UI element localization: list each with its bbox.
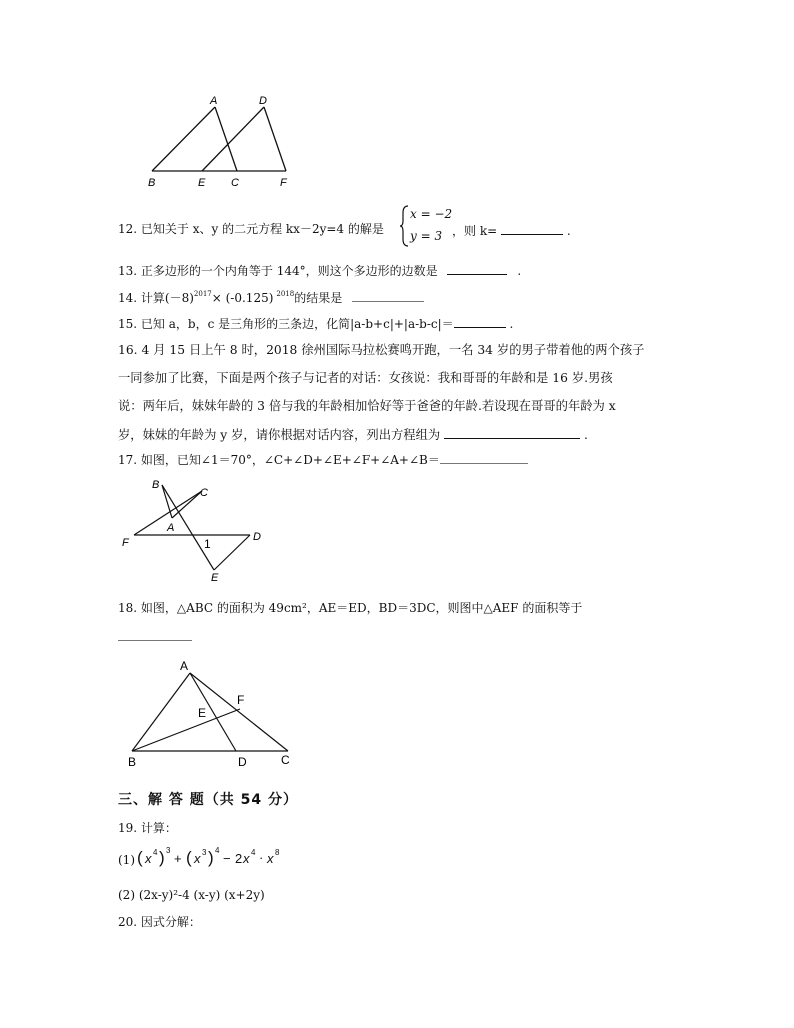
question-19-part-2 bbox=[118, 887, 265, 903]
question-text: 因式分解： bbox=[140, 915, 201, 929]
figure-angles bbox=[118, 474, 278, 586]
label-c: C bbox=[231, 177, 239, 189]
svg-text:−: − bbox=[223, 851, 231, 866]
answer-blank[interactable] bbox=[454, 314, 506, 328]
svg-text:x: x bbox=[243, 851, 250, 866]
svg-text:4: 4 bbox=[215, 846, 220, 855]
part-label: (2) bbox=[118, 888, 135, 902]
question-text-tail: ，则 k= bbox=[452, 224, 498, 238]
question-16-line-2: 一同参加了比赛，下面是两个孩子与记者的对话：女孩说：我和哥哥的年龄和是 16 岁.男孩 bbox=[118, 371, 613, 385]
question-16-line-4 bbox=[118, 425, 588, 443]
svg-text:): ) bbox=[159, 848, 165, 867]
question-12-tail bbox=[452, 221, 571, 239]
question-end: . bbox=[584, 428, 588, 442]
segment-de bbox=[214, 535, 250, 570]
system-eq-2: y = 3 bbox=[410, 229, 443, 243]
svg-text:): ) bbox=[208, 848, 214, 867]
question-number: 19. bbox=[118, 821, 138, 835]
question-16-line-3: 说：两年后，妹妹年龄的 3 倍与我的年龄相加恰好等于爸爸的年龄.若设现在哥哥的年龄为 x bbox=[118, 399, 616, 413]
label-d: D bbox=[253, 531, 261, 543]
label-d: D bbox=[259, 95, 267, 107]
question-12 bbox=[118, 221, 384, 237]
svg-text:3: 3 bbox=[166, 846, 171, 855]
system-brace bbox=[400, 205, 410, 247]
formula-19-1 bbox=[137, 843, 327, 871]
question-17 bbox=[118, 450, 528, 468]
label-f: F bbox=[237, 693, 245, 707]
label-e: E bbox=[198, 177, 206, 189]
answer-blank[interactable] bbox=[440, 450, 528, 464]
question-15 bbox=[118, 314, 513, 332]
answer-blank[interactable] bbox=[444, 425, 580, 439]
question-number: 14. bbox=[118, 291, 138, 305]
question-number: 15. bbox=[118, 317, 138, 331]
segment-ba bbox=[152, 107, 215, 171]
segment-df bbox=[264, 107, 286, 171]
question-18 bbox=[118, 600, 582, 616]
svg-text:+: + bbox=[174, 851, 182, 866]
svg-text:3: 3 bbox=[202, 848, 207, 857]
segment-ca bbox=[172, 491, 202, 518]
svg-text:(: ( bbox=[137, 848, 143, 867]
svg-text:4: 4 bbox=[153, 848, 158, 857]
label-b: B bbox=[152, 479, 160, 491]
question-end: . bbox=[566, 224, 571, 238]
question-text-a: 计算(－8) bbox=[140, 291, 194, 305]
segment-ed bbox=[202, 107, 264, 171]
label-b: B bbox=[148, 177, 156, 189]
question-18-blank-line bbox=[118, 627, 192, 645]
exponent-2018: 2018 bbox=[276, 290, 295, 298]
label-f: F bbox=[280, 177, 287, 189]
question-text-b: × (-0.125) bbox=[211, 291, 274, 305]
figure-triangle-aef bbox=[118, 656, 298, 768]
label-e: E bbox=[198, 706, 207, 720]
svg-text:x: x bbox=[145, 851, 152, 866]
svg-text:4: 4 bbox=[251, 848, 256, 857]
part-expression: (2x-y)²-4 (x-y) (x+2y) bbox=[138, 888, 265, 902]
question-14 bbox=[118, 286, 424, 306]
question-text: 岁，妹妹的年龄为 y 岁，请你根据对话内容，列出方程组为 bbox=[118, 428, 441, 442]
answer-blank[interactable] bbox=[447, 261, 507, 275]
question-16-line-1: 16. 4 月 15 日上午 8 时，2018 徐州国际马拉松赛鸣开跑，一名 34 岁的男子带着他的两个孩子 bbox=[118, 343, 645, 357]
question-number: 18. bbox=[118, 601, 138, 615]
label-c: C bbox=[200, 487, 208, 499]
question-end: . bbox=[509, 317, 514, 331]
question-13 bbox=[118, 261, 521, 279]
system-eq-1: x = −2 bbox=[410, 207, 453, 221]
label-f: F bbox=[122, 537, 129, 549]
question-text: 正多边形的一个内角等于 144°，则这个多边形的边数是 bbox=[140, 264, 438, 278]
question-number: 12. bbox=[118, 222, 138, 236]
svg-text:·: · bbox=[259, 850, 264, 865]
question-text: 已知关于 x、y 的二元方程 kx－2y=4 的解是 bbox=[140, 222, 384, 236]
segment-ad bbox=[190, 673, 236, 751]
question-19 bbox=[118, 820, 177, 836]
answer-blank[interactable] bbox=[352, 288, 424, 302]
svg-text:(: ( bbox=[186, 848, 192, 867]
label-e: E bbox=[211, 572, 219, 584]
question-text: 如图，已知∠1＝70°，∠C+∠D+∠E+∠F+∠A+∠B＝ bbox=[140, 453, 440, 467]
svg-text:x: x bbox=[194, 851, 201, 866]
question-end: . bbox=[517, 264, 522, 278]
label-a: A bbox=[167, 522, 175, 534]
svg-text:x: x bbox=[267, 851, 274, 866]
question-number: 17. bbox=[118, 453, 138, 467]
answer-blank[interactable] bbox=[118, 627, 192, 641]
exponent-2017: 2017 bbox=[193, 290, 212, 298]
label-b: B bbox=[128, 755, 137, 768]
part-label: (1) bbox=[118, 853, 135, 867]
section-title: 三、解 答 题（共 54 分） bbox=[118, 792, 298, 808]
svg-text:2: 2 bbox=[235, 851, 243, 866]
label-angle-1: 1 bbox=[204, 537, 211, 551]
question-19-part-1 bbox=[118, 852, 135, 868]
question-number: 20. bbox=[118, 915, 138, 929]
answer-blank[interactable] bbox=[501, 221, 563, 235]
question-text: 已知 a，b，c 是三角形的三条边，化简|a-b+c|+|a-b-c|＝ bbox=[140, 317, 454, 331]
figure-triangles-abc-def bbox=[140, 90, 310, 195]
label-c: C bbox=[281, 753, 290, 767]
label-a: A bbox=[210, 95, 218, 107]
question-text-c: 的结果是 bbox=[294, 291, 343, 305]
svg-text:8: 8 bbox=[275, 848, 280, 857]
question-text: 计算： bbox=[140, 821, 177, 835]
label-a: A bbox=[180, 659, 189, 673]
question-20 bbox=[118, 914, 201, 930]
question-number: 13. bbox=[118, 264, 138, 278]
question-text: 如图，△ABC 的面积为 49cm²，AE＝ED，BD＝3DC，则图中△AEF 的面积等于 bbox=[140, 601, 583, 615]
label-d: D bbox=[238, 755, 247, 768]
